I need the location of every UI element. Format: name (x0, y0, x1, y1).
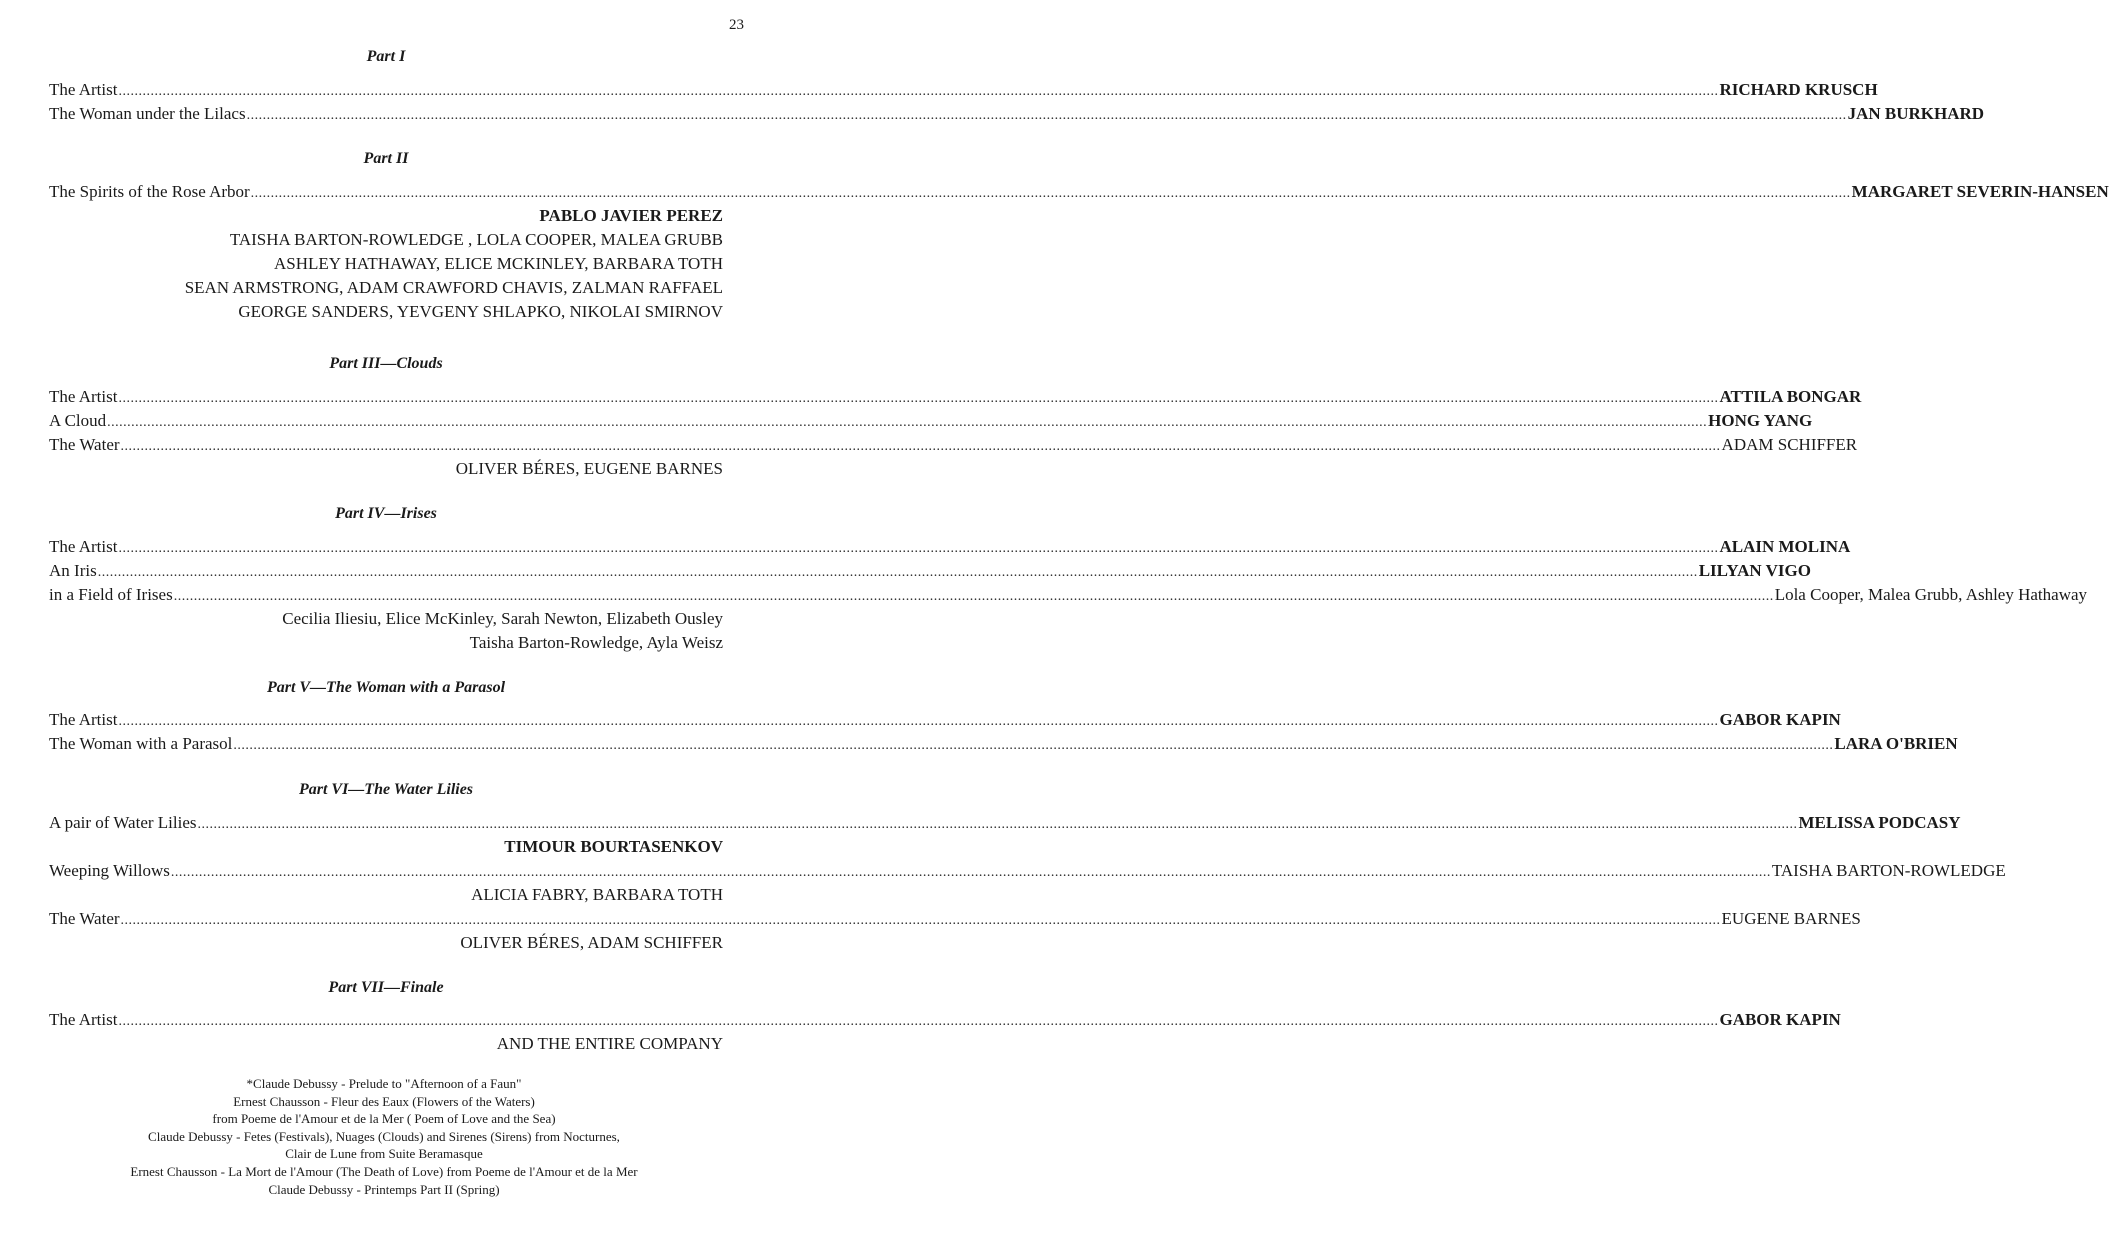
performer-name: ATTILA BONGAR (1719, 387, 1862, 406)
dot-leader: ................................................................................................................................................................................................................................................................................................................................................................................................................ (246, 108, 1847, 123)
cast-entry (49, 859, 2006, 883)
role-name: The Artist (49, 710, 118, 729)
cast-entry (49, 433, 1858, 457)
music-credits (0, 1075, 768, 1198)
dot-leader: ................................................................................................................................................................................................................................................................................................................................................................................................................ (107, 415, 1708, 430)
music-credit-line: Claude Debussy - Fetes (Festivals), Nuages (Clouds) and Sirenes (Sirens) from Nocturnes, (148, 1128, 620, 1144)
performer-continuation: AND THE ENTIRE COMPANY (496, 1034, 723, 1053)
performer-continuation: PABLO JAVIER PEREZ (539, 206, 723, 225)
role-name: An Iris (49, 561, 97, 580)
role-name: The Water (49, 909, 120, 928)
performer-continuation: OLIVER BÉRES, EUGENE BARNES (455, 459, 723, 478)
page-number: 23 (729, 17, 744, 33)
performer-name: HONG YANG (1708, 411, 1813, 430)
performer-name: EUGENE BARNES (1721, 909, 1861, 928)
performer-name: RICHARD KRUSCH (1719, 80, 1878, 99)
role-name: Weeping Willows (49, 861, 170, 880)
music-credit-line: Ernest Chausson - La Mort de l'Amour (The Death of Love) from Poeme de l'Amour et de la Mer (130, 1163, 638, 1179)
role-name: A pair of Water Lilies (49, 813, 197, 832)
performer-name: GABOR KAPIN (1719, 710, 1841, 729)
dot-leader: ................................................................................................................................................................................................................................................................................................................................................................................................................ (233, 738, 1834, 753)
role-name: in a Field of Irises (49, 585, 173, 604)
performer-continuation: TIMOUR BOURTASENKOV (504, 837, 723, 856)
performer-continuation: SEAN ARMSTRONG, ADAM CRAWFORD CHAVIS, ZALMAN RAFFAEL (184, 278, 723, 297)
dot-leader: ................................................................................................................................................................................................................................................................................................................................................................................................................ (173, 589, 1774, 604)
cast-entry (49, 78, 1878, 102)
dot-leader: ................................................................................................................................................................................................................................................................................................................................................................................................................ (170, 865, 1771, 880)
role-name: The Artist (49, 80, 118, 99)
performer-continuation: OLIVER BÉRES, ADAM SCHIFFER (460, 933, 723, 952)
dot-leader: ................................................................................................................................................................................................................................................................................................................................................................................................................ (250, 186, 1851, 201)
part-title: Part VII—Finale (328, 979, 444, 996)
music-credit-line: Clair de Lune from Suite Beramasque (285, 1146, 483, 1162)
role-name: The Spirits of the Rose Arbor (49, 182, 250, 201)
dot-leader: ................................................................................................................................................................................................................................................................................................................................................................................................................ (118, 84, 1719, 99)
performer-name: MARGARET SEVERIN-HANSEN (1851, 182, 2109, 201)
performer-continuation: TAISHA BARTON-ROWLEDGE , LOLA COOPER, MALEA GRUBB (229, 230, 723, 249)
dot-leader: ................................................................................................................................................................................................................................................................................................................................................................................................................ (120, 913, 1721, 928)
part-title: Part II (363, 150, 409, 167)
performer-name: TAISHA BARTON-ROWLEDGE (1771, 861, 2006, 880)
dot-leader: ................................................................................................................................................................................................................................................................................................................................................................................................................ (118, 391, 1719, 406)
role-name: The Water (49, 435, 120, 454)
performer-name: Lola Cooper, Malea Grubb, Ashley Hathaway (1774, 585, 2088, 604)
dot-leader: ................................................................................................................................................................................................................................................................................................................................................................................................................ (120, 439, 1721, 454)
music-credit-line: from Poeme de l'Amour et de la Mer ( Poem of Love and the Sea) (212, 1111, 556, 1127)
dot-leader: ................................................................................................................................................................................................................................................................................................................................................................................................................ (118, 1014, 1719, 1029)
cast-entry (49, 907, 1861, 931)
dot-leader: ................................................................................................................................................................................................................................................................................................................................................................................................................ (118, 541, 1719, 556)
cast-entry (49, 708, 1841, 732)
music-credit-line: Claude Debussy - Printemps Part II (Spring) (268, 1181, 500, 1197)
performer-continuation: GEORGE SANDERS, YEVGENY SHLAPKO, NIKOLAI SMIRNOV (238, 302, 723, 321)
role-name: The Woman with a Parasol (49, 734, 233, 753)
role-name: The Artist (49, 1010, 118, 1029)
performer-continuation: Taisha Barton-Rowledge, Ayla Weisz (469, 633, 723, 652)
cast-entry (49, 559, 1811, 583)
role-name: The Artist (49, 537, 118, 556)
role-name: The Woman under the Lilacs (49, 104, 246, 123)
cast-entry (49, 1008, 1841, 1032)
cast-entry (49, 102, 1985, 126)
role-name: The Artist (49, 387, 118, 406)
role-name: A Cloud (49, 411, 107, 430)
cast-entry (49, 732, 1958, 756)
cast-entry (49, 535, 1851, 559)
performer-continuation: ALICIA FABRY, BARBARA TOTH (471, 885, 723, 904)
cast-entry (49, 583, 2088, 607)
music-credit-line: *Claude Debussy - Prelude to "Afternoon of a Faun" (246, 1076, 522, 1091)
performer-name: ALAIN MOLINA (1719, 537, 1851, 556)
performer-name: LILYAN VIGO (1698, 561, 1811, 580)
performer-name: GABOR KAPIN (1719, 1010, 1841, 1029)
performer-name: JAN BURKHARD (1847, 104, 1985, 123)
dot-leader: ................................................................................................................................................................................................................................................................................................................................................................................................................ (118, 714, 1719, 729)
dot-leader: ................................................................................................................................................................................................................................................................................................................................................................................................................ (197, 817, 1798, 832)
dot-leader: ................................................................................................................................................................................................................................................................................................................................................................................................................ (97, 565, 1698, 580)
part-title: Part IV—Irises (335, 505, 437, 522)
music-credit-line: Ernest Chausson - Fleur des Eaux (Flowers of the Waters) (233, 1093, 535, 1109)
cast-entry (49, 409, 1813, 433)
cast-entry (49, 811, 1961, 835)
performer-name: ADAM SCHIFFER (1721, 435, 1858, 454)
performer-name: LARA O'BRIEN (1834, 734, 1958, 753)
part-title: Part III—Clouds (329, 355, 443, 372)
performer-continuation: ASHLEY HATHAWAY, ELICE MCKINLEY, BARBARA TOTH (273, 254, 723, 273)
part-title: Part V—The Woman with a Parasol (266, 679, 506, 696)
cast-entry (49, 385, 1862, 409)
part-title: Part VI—The Water Lilies (298, 781, 474, 798)
part-title: Part I (366, 48, 406, 65)
performer-continuation: Cecilia Iliesiu, Elice McKinley, Sarah Newton, Elizabeth Ousley (282, 609, 723, 628)
performer-name: MELISSA PODCASY (1798, 813, 1961, 832)
cast-entry (49, 180, 2109, 204)
